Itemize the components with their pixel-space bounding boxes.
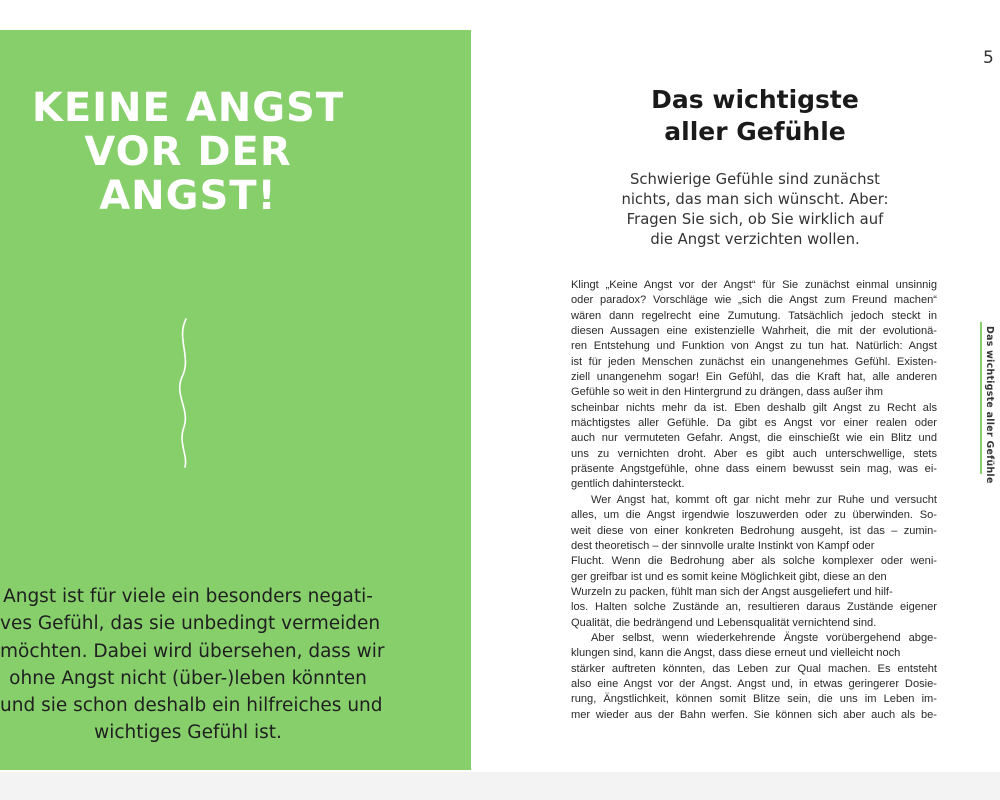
body-line: Wer Angst hat, kommt oft gar nicht mehr zur Ruhe und versucht bbox=[591, 493, 937, 506]
intro-line: ohne Angst nicht (über-)leben könnten bbox=[9, 667, 367, 689]
left-page-panel bbox=[0, 30, 471, 770]
body-line: uns zu vernichten droht. Aber es gibt auch unterschwellige, stets bbox=[571, 447, 937, 460]
wavy-line-decoration bbox=[172, 317, 196, 469]
intro-text bbox=[0, 583, 385, 747]
body-line: mächtigstes aller Gefühle. Da gibt es Angst vor einer realen oder bbox=[571, 417, 937, 430]
body-line: ziell unangenehm sogar! Ein Gefühl, das die Kraft hat, alle anderen bbox=[571, 371, 937, 384]
title-line: aller Gefühle bbox=[664, 117, 846, 146]
body-line: Qualität, die bedrängend und Lebensqualität vernichtend sind. bbox=[571, 616, 877, 629]
body-line: präsente Angstgefühle, ohne dass einem bewusst sein mag, was ei- bbox=[571, 463, 937, 476]
body-line: rung, Ängstlichkeit, können somit Blitze sein, die uns im Leben im- bbox=[571, 693, 937, 706]
body-line: Klingt „Keine Angst vor der Angst“ für Sie zunächst einmal unsinnig bbox=[571, 279, 937, 291]
running-head-label: Das wichtigste aller Gefühle bbox=[984, 326, 995, 484]
intro-line: möchten. Dabei wird übersehen, dass wir bbox=[0, 640, 385, 662]
article-title bbox=[600, 84, 910, 148]
lead-line: nichts, das man sich wünscht. Aber: bbox=[621, 191, 889, 208]
body-line: gentlich dahintersteckt. bbox=[571, 478, 685, 491]
lead-paragraph bbox=[600, 170, 910, 250]
body-line: auch nur vermuteten Gefahr. Angst, die einschießt wie ein Blitz und bbox=[571, 432, 937, 445]
body-line: alles, um die Angst irgendwie loszuwerden oder zu überwinden. So- bbox=[571, 509, 937, 522]
body-line: ist für jeden Menschen zunächst ein unangenehmes Gefühl. Existen- bbox=[571, 355, 937, 368]
running-head bbox=[980, 322, 1000, 484]
lead-line: Fragen Sie sich, ob Sie wirklich auf bbox=[626, 211, 884, 228]
body-line: klungen sind, kann die Angst, dass diese erneut und vielleicht noch bbox=[571, 647, 901, 660]
body-line: Wurzeln zu packen, fühlt man sich der Angst ausgeliefert und hilf- bbox=[571, 585, 893, 598]
body-line: diesen Aussagen eine existenzielle Wahrheit, die mit der evolutionä- bbox=[571, 325, 937, 338]
body-text bbox=[571, 278, 937, 723]
headline-line: KEINE ANGST bbox=[31, 85, 345, 131]
lead-line: die Angst verzichten wollen. bbox=[650, 231, 860, 248]
body-line: ren Entstehung und Funktion von Angst zu tun hat. Natürlich: Angst bbox=[571, 340, 937, 353]
body-line: ger greifbar ist und es somit keine Möglichkeit gibt, diese an den bbox=[571, 570, 887, 583]
body-line: los. Halten solche Zustände an, resultieren daraus Zustände eigener bbox=[571, 601, 937, 614]
body-line: weit diese von einer konkreten Bedrohung ausgeht, ist das – zumin- bbox=[571, 524, 937, 537]
page-headline bbox=[0, 86, 376, 218]
body-line: scheinbar nichts mehr da ist. Eben deshalb gilt Angst zu Recht als bbox=[571, 401, 937, 414]
intro-line: wichtiges Gefühl ist. bbox=[94, 722, 282, 744]
body-line: also eine Angst vor der Angst. Angst und, in etwas geringerer Dosie- bbox=[571, 677, 937, 690]
intro-line: ves Gefühl, das sie unbedingt vermeiden bbox=[0, 613, 381, 635]
body-line: Flucht. Wenn die Bedrohung aber als solche komplexer oder weni- bbox=[571, 555, 937, 568]
lead-line: Schwierige Gefühle sind zunächst bbox=[630, 171, 880, 188]
body-line: dest theoretisch – der sinnvolle uralte Instinkt von Kampf oder bbox=[571, 539, 875, 552]
intro-line: und sie schon deshalb ein hilfreiches und bbox=[0, 695, 383, 717]
body-line: mer wieder aus der Bahn werfen. Sie können sich aber auch als be- bbox=[571, 708, 937, 721]
body-line: Gefühle so weit in den Hintergrund zu drängen, dass außer ihm bbox=[571, 386, 884, 399]
title-line: Das wichtigste bbox=[651, 85, 859, 114]
body-line: stärker auftreten könnten, das Leben zur Qual machen. Es entsteht bbox=[571, 662, 937, 675]
body-line: wären dann regelrecht eine Zumutung. Tatsächlich jedoch steckt in bbox=[571, 309, 937, 322]
page-number: 5 bbox=[983, 48, 994, 68]
intro-line: Angst ist für viele ein besonders negati- bbox=[3, 586, 373, 607]
body-line: oder paradox? Vorschläge wie „sich die Angst zum Freund machen“ bbox=[571, 294, 937, 307]
bottom-margin bbox=[0, 772, 1000, 800]
headline-line: VOR DER ANGST! bbox=[84, 129, 292, 219]
body-line: Aber selbst, wenn wiederkehrende Ängste vorübergehend abge- bbox=[591, 631, 937, 644]
